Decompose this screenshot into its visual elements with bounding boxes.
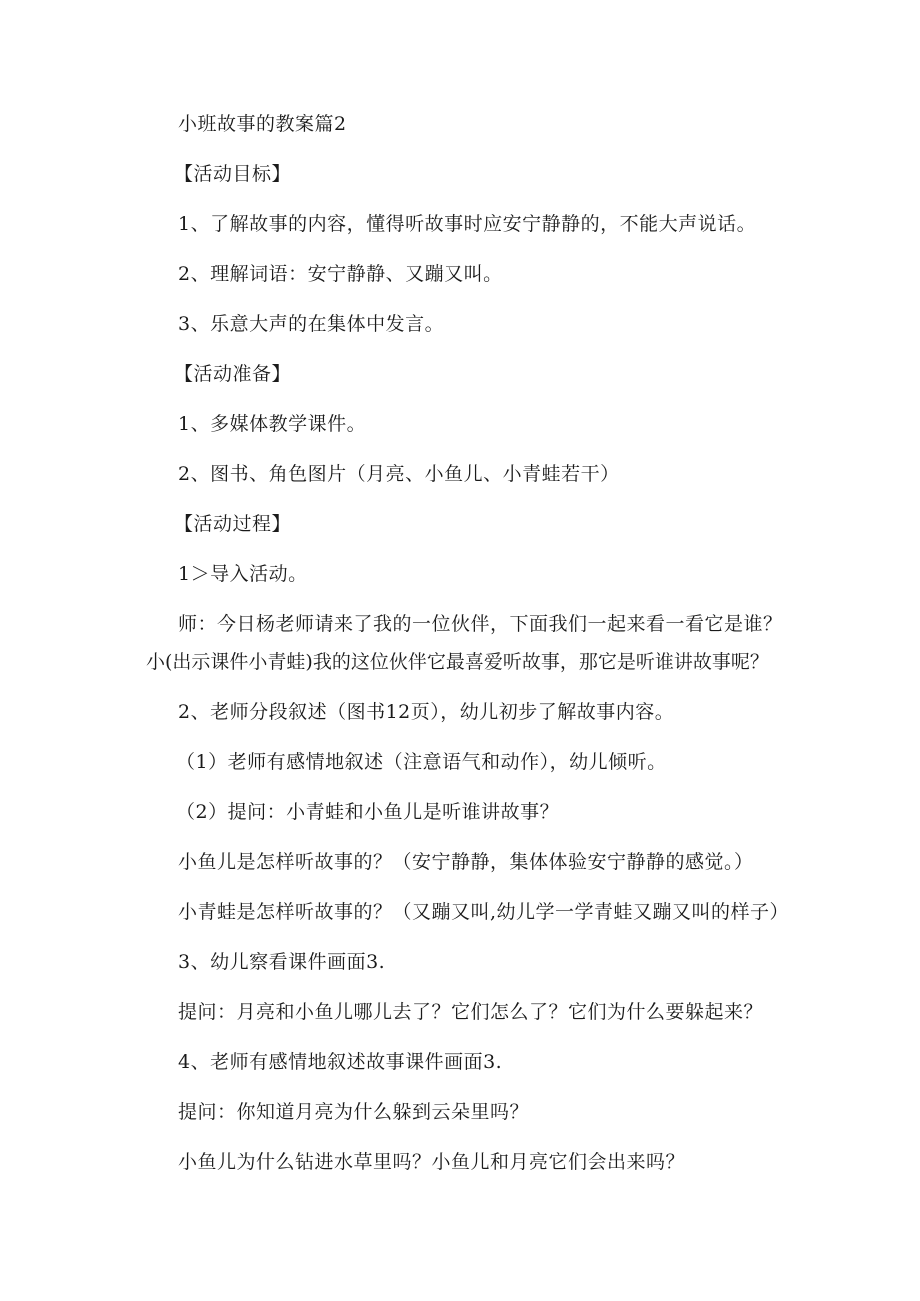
- process-line-8: 小青蛙是怎样听故事的？（又蹦又叫,幼儿学一学青蛙又蹦又叫的样子）: [178, 901, 790, 923]
- process-line-11: 4、老师有感情地叙述故事课件画面3.: [178, 1051, 503, 1073]
- process-line-5: （1）老师有感情地叙述（注意语气和动作），幼儿倾听。: [176, 751, 667, 773]
- process-line-12: 提问：你知道月亮为什么躲到云朵里吗？: [178, 1101, 530, 1123]
- process-line-7: 小鱼儿是怎样听故事的？（安宁静静，集体体验安宁静静的感觉。）: [178, 851, 754, 873]
- prep-heading: 【活动准备】: [174, 363, 292, 385]
- goal-item-2: 2、理解词语：安宁静静、又蹦又叫。: [178, 263, 503, 285]
- prep-item-1: 1、多媒体教学课件。: [178, 413, 367, 435]
- process-heading: 【活动过程】: [174, 513, 292, 535]
- process-line-4: 2、老师分段叙述（图书12页），幼儿初步了解故事内容。: [178, 701, 675, 723]
- prep-item-2: 2、图书、角色图片（月亮、小鱼儿、小青蛙若干）: [178, 463, 620, 485]
- document-title: 小班故事的教案篇2: [178, 113, 347, 135]
- process-line-13: 小鱼儿为什么钻进水草里吗？小鱼儿和月亮它们会出来吗？: [178, 1151, 686, 1173]
- process-line-3: 小(出示课件小青蛙)我的这位伙伴它最喜爱听故事，那它是听谁讲故事呢？: [146, 651, 769, 673]
- goal-item-1: 1、了解故事的内容，懂得听故事时应安宁静静的，不能大声说话。: [178, 213, 757, 235]
- process-line-2: 师：今日杨老师请来了我的一位伙伴，下面我们一起来看一看它是谁？: [178, 613, 783, 635]
- goal-item-3: 3、乐意大声的在集体中发言。: [178, 313, 445, 335]
- process-line-1: 1＞导入活动。: [178, 563, 308, 585]
- process-line-9: 3、幼儿察看课件画面3.: [178, 951, 386, 973]
- goals-heading: 【活动目标】: [174, 163, 292, 185]
- process-line-10: 提问：月亮和小鱼儿哪儿去了？它们怎么了？它们为什么要躲起来？: [178, 1001, 764, 1023]
- process-line-6: （2）提问：小青蛙和小鱼儿是听谁讲故事？: [176, 801, 560, 823]
